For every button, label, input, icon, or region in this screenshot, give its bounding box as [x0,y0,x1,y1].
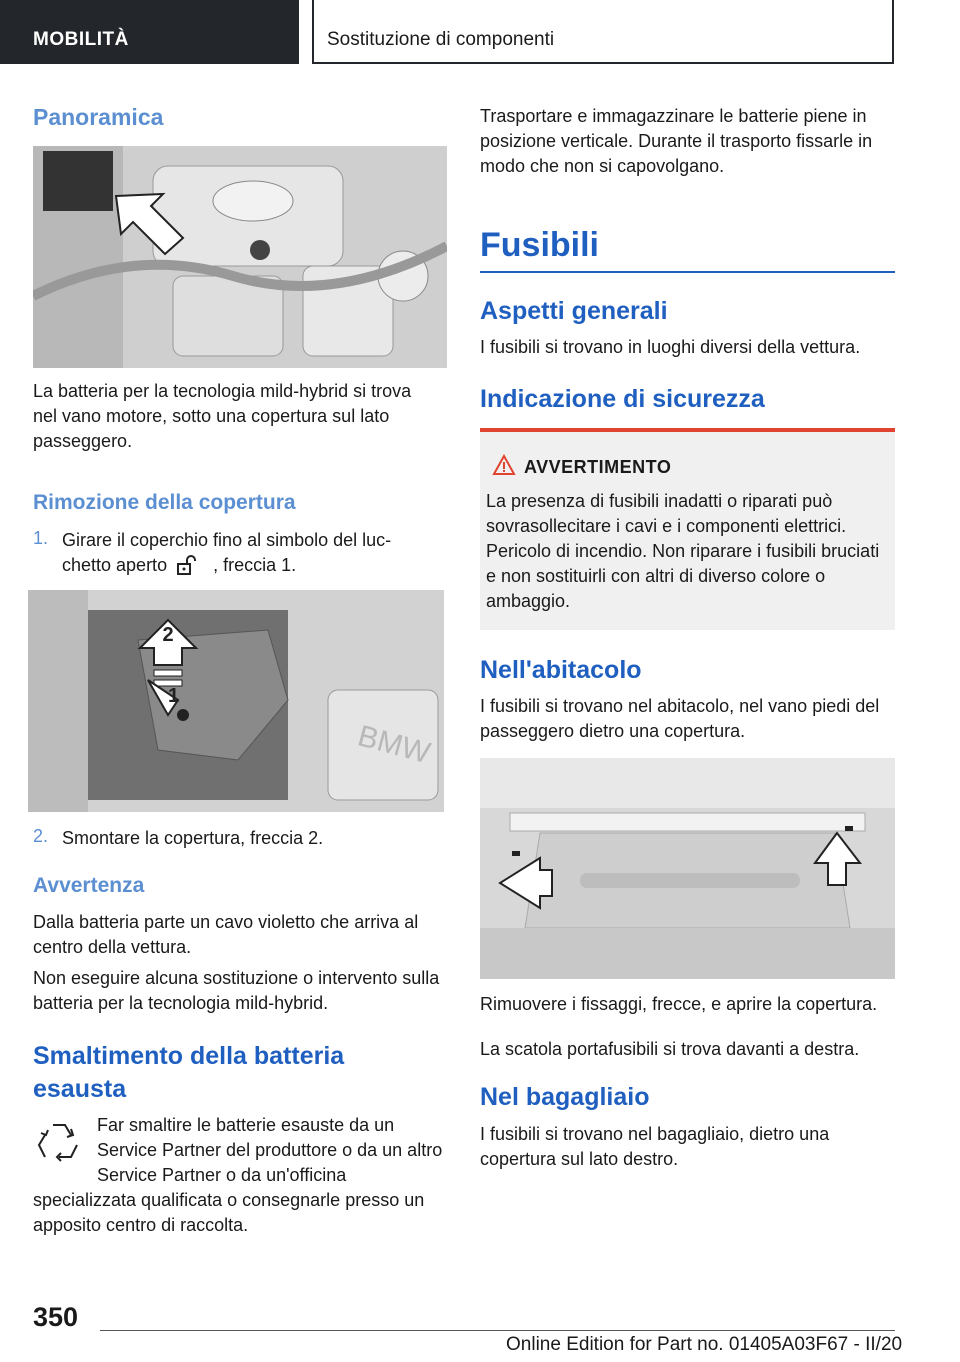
smaltimento-text: Far smaltire le batterie esauste da un Service Partner del produttore o da un altro Service Partner o da un'officina specializzata qualificata o consegnarle presso un apposito centro di raccolta. [33,1115,443,1235]
rimozione-heading: Rimozione della copertura [33,491,296,514]
step1-line2a: chetto aperto [62,555,168,575]
bagagliaio-text: I fusibili si trovano nel bagagliaio, dietro una copertura sul lato destro. [480,1124,830,1169]
page-number: 350 [33,1302,79,1332]
footwell-image [480,758,895,979]
battery-cover-image [28,590,444,812]
footer-rule [100,1330,895,1331]
chapter-tab [312,0,894,64]
panoramica-heading: Panoramica [33,104,164,130]
fusibili-underline [480,271,895,273]
abitacolo-text: I fusibili si trovano nel abitacolo, nel vano piedi del passeggero dietro una copertura. [480,696,880,741]
aspetti-text: I fusibili si trovano in luoghi diversi della vettura. [480,337,861,357]
avvertenza-heading: Avvertenza [33,874,145,897]
avvertenza-text-2: Non eseguire alcuna sostituzione o intervento sulla batteria per la tecnologia mild-hybrid. [33,968,440,1013]
trasporto-text: Trasportare e immagazzinare le batterie piene in posizione verticale. Durante il trasporto fissarle in modo che non si capovolgano. [480,106,873,176]
warning-label: AVVERTIMENTO [524,457,672,477]
step1-text [62,528,447,578]
step1-number: 1. [33,528,49,548]
warning-triangle-icon [492,454,516,476]
step1-line2b: , freccia 1. [213,555,297,575]
abitacolo-heading: Nell'abitacolo [480,656,642,684]
warning-text: La presenza di fusibili inadatti o riparati può sovrasollecitare i cavi e i componenti elettrici. Pericolo di incendio. Non riparare i fusibili bruciati e non sostituirli con altri di diverso colore o ambaggio. [486,491,880,611]
panoramica-text: La batteria per la tecnologia mild-hybrid si trova nel vano motore, sotto una copertura sul lato passeggero. [33,381,412,451]
engine-brand-text: BMW [354,719,434,771]
engine-bay-illustration [33,146,447,368]
arrow-2-label: 2 [162,624,174,646]
edition-text: Online Edition for Part no. 01405A03F67 - II/20 [506,1334,903,1355]
step2-text: Smontare la copertura, freccia 2. [62,828,324,848]
unlocked-padlock-icon [172,555,208,577]
warning-box [480,428,895,630]
aspetti-heading: Aspetti generali [480,297,668,325]
step1-line1: Girare il coperchio fino al simbolo del luc- [62,530,392,550]
scatola-text: La scatola portafusibili si trova davanti a destra. [480,1039,860,1059]
fusibili-heading: Fusibili [480,226,599,264]
sicurezza-heading: Indicazione di sicurezza [480,385,765,413]
rimuovere-text: Rimuovere i fissaggi, frecce, e aprire la copertura. [480,994,878,1014]
arrow-1-label: 1 [168,685,180,707]
smaltimento-heading: Smaltimento della batteria esausta [33,1042,345,1103]
section-tab [0,0,299,64]
chapter-title: Sostituzione di componenti [327,29,555,50]
engine-bay-image [33,146,447,368]
bagagliaio-heading: Nel bagagliaio [480,1083,650,1111]
step2-number: 2. [33,826,49,846]
avvertenza-text-1: Dalla batteria parte un cavo violetto che arriva al centro della vettura. [33,912,419,957]
section-title: MOBILITÀ [33,29,129,50]
